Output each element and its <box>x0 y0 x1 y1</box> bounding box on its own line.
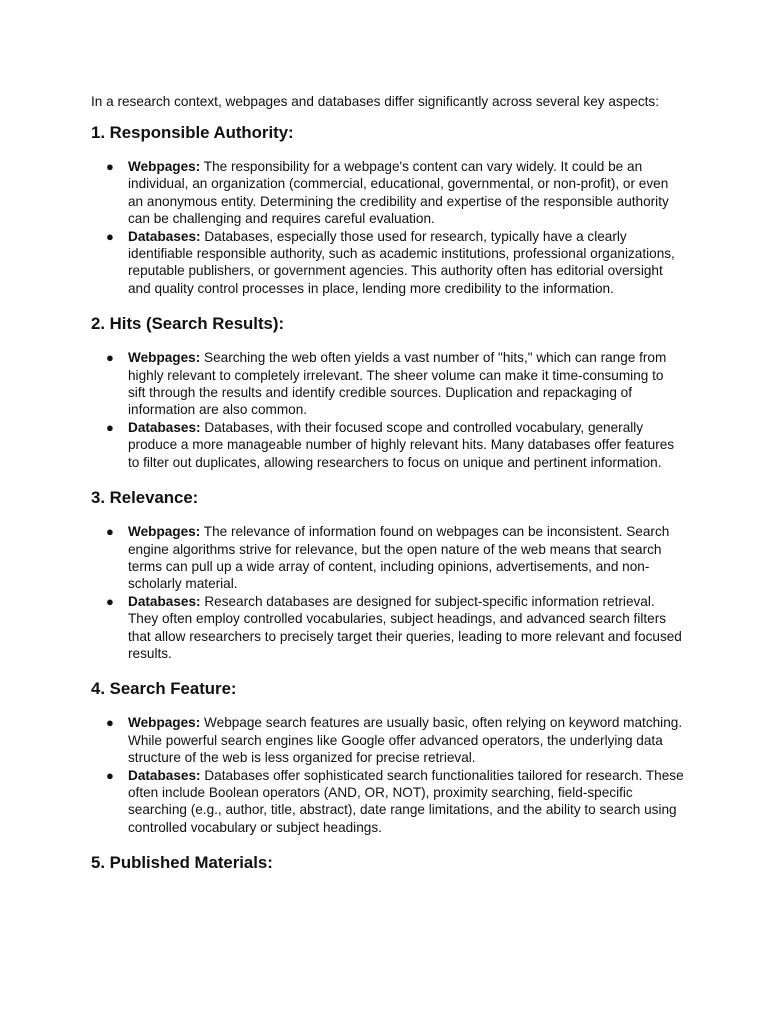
section-hits <box>91 314 684 471</box>
bullet-icon: ● <box>106 350 114 366</box>
section-heading: 2. Hits (Search Results): <box>91 314 285 334</box>
bullet-list <box>91 349 684 471</box>
list-item-webpages <box>91 349 684 419</box>
bullet-term: Databases: <box>128 593 201 609</box>
bullet-term: Webpages: <box>128 524 201 540</box>
intro-paragraph: In a research context, webpages and databases differ significantly across several key aspects: <box>91 94 659 109</box>
bullet-text: Databases, especially those used for research, typically have a clearly identifiable responsible authority, such as academic institutions, professional organizations, reputable publishers, or government agencies. This authority often has editorial oversight and quality control processes in place, lending more credibility to the information. <box>128 228 675 296</box>
section-published-materials <box>91 853 684 873</box>
bullet-term: Webpages: <box>128 350 201 366</box>
bullet-text: Research databases are designed for subject-specific information retrieval. They often employ controlled vocabularies, subject headings, and advanced search filters that allow researchers to precisely target their queries, leading to more relevant and focused results. <box>128 593 682 661</box>
bullet-text: Webpage search features are usually basic, often relying on keyword matching. While powerful search engines like Google offer advanced operators, the underlying data structure of the web is less organized for precise retrieval. <box>128 715 683 766</box>
section-heading: 4. Search Feature: <box>91 679 237 699</box>
bullet-term: Databases: <box>128 228 201 244</box>
section-heading: 3. Relevance: <box>91 488 199 508</box>
list-item-databases <box>91 228 684 298</box>
list-item-webpages <box>91 158 684 228</box>
bullet-icon: ● <box>106 715 114 731</box>
list-item-webpages <box>91 523 684 593</box>
bullet-term: Webpages: <box>128 715 201 731</box>
section-relevance <box>91 488 684 662</box>
list-item-webpages <box>91 714 684 766</box>
section-heading: 1. Responsible Authority: <box>91 123 294 142</box>
bullet-list <box>91 714 684 836</box>
bullet-icon: ● <box>106 593 114 609</box>
bullet-list <box>91 523 684 662</box>
list-item-databases <box>91 419 684 471</box>
section-heading: 5. Published Materials: <box>91 853 273 873</box>
bullet-term: Webpages: <box>128 159 201 174</box>
bullet-icon: ● <box>106 419 114 435</box>
bullet-icon: ● <box>106 524 114 540</box>
list-item-databases <box>91 767 684 837</box>
section-responsible-authority <box>91 123 684 297</box>
bullet-term: Databases: <box>128 767 201 783</box>
bullet-term: Databases: <box>128 419 201 435</box>
bullet-text: Databases offer sophisticated search functionalities tailored for research. These often include Boolean operators (AND, OR, NOT), proximity searching, field-specific searching (e.g., author, title, abstract), date range limitations, and the ability to search using controlled vocabulary or subject headings. <box>128 767 684 835</box>
bullet-text: The relevance of information found on webpages can be inconsistent. Search engine algorithms strive for relevance, but the open nature of the web means that search terms can pull up a wide array of content, including opinions, advertisements, and non-scholarly material. <box>128 524 670 592</box>
bullet-icon: ● <box>106 228 114 244</box>
bullet-text: The responsibility for a webpage's content can vary widely. It could be an individual, an organization (commercial, educational, governmental, or non-profit), or even an anonymous entity. Determining the credibility and expertise of the responsible authority can be challenging and requires careful evaluation. <box>128 159 669 227</box>
section-search-feature <box>91 679 684 836</box>
bullet-icon: ● <box>106 767 114 783</box>
bullet-text: Searching the web often yields a vast number of "hits," which can range from highly relevant to completely irrelevant. The sheer volume can make it time-consuming to sift through the results and identify credible sources. Duplication and repackaging of information are also common. <box>128 350 667 418</box>
bullet-list <box>91 158 684 297</box>
bullet-icon: ● <box>106 159 114 174</box>
list-item-databases <box>91 593 684 663</box>
bullet-text: Databases, with their focused scope and controlled vocabulary, generally produce a more manageable number of highly relevant hits. Many databases offer features to filter out duplicates, allowing researchers to focus on unique and pertinent information. <box>128 419 675 470</box>
